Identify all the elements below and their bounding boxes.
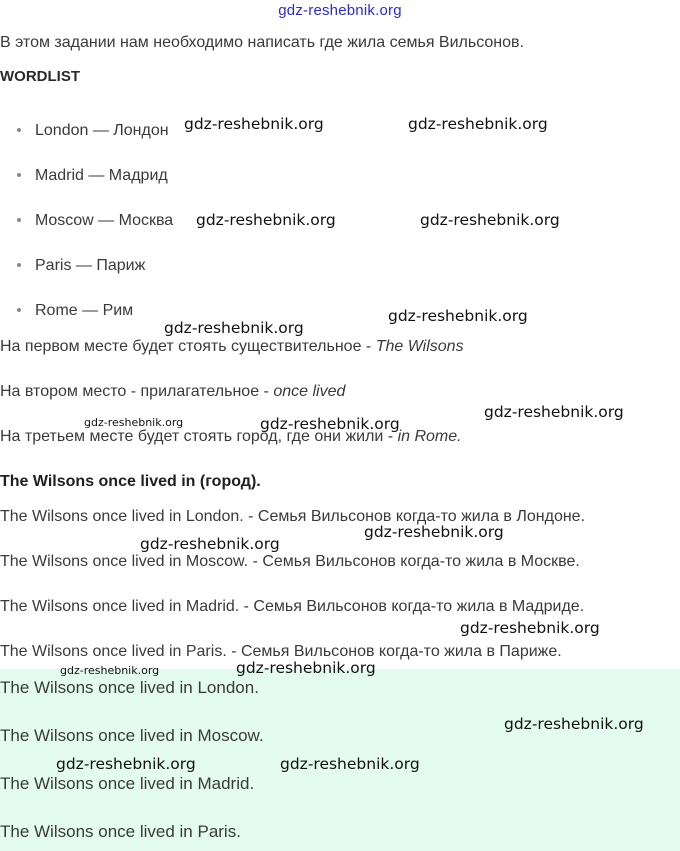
pattern-text: The Wilsons once lived in (город). bbox=[0, 473, 261, 490]
watermark: gdz-reshebnik.org bbox=[504, 715, 644, 733]
watermark: gdz-reshebnik.org bbox=[364, 523, 504, 541]
bullet-icon bbox=[17, 218, 21, 222]
example-line: The Wilsons once lived in Madrid. - Семья Вильсонов когда-то жила в Мадриде. bbox=[0, 598, 585, 615]
watermark: gdz-reshebnik.org bbox=[164, 319, 304, 337]
watermark: gdz-reshebnik.org bbox=[184, 115, 324, 133]
list-item: Paris — Париж bbox=[17, 257, 145, 275]
watermark: gdz-reshebnik.org bbox=[484, 403, 624, 421]
bullet-icon bbox=[17, 263, 21, 267]
answer-line: The Wilsons once lived in London. bbox=[0, 678, 259, 697]
wordlist-title: WORDLIST bbox=[0, 68, 80, 85]
watermark: gdz-reshebnik.org bbox=[460, 619, 600, 637]
watermark: gdz-reshebnik.org bbox=[140, 535, 280, 553]
header-watermark: gdz-reshebnik.org bbox=[278, 2, 402, 19]
bullet-icon bbox=[17, 128, 21, 132]
answer-line: The Wilsons once lived in Madrid. bbox=[0, 774, 255, 793]
watermark: gdz-reshebnik.org bbox=[60, 664, 160, 677]
list-item: Madrid — Мадрид bbox=[17, 167, 168, 185]
example-line: The Wilsons once lived in Moscow. - Семья Вильсонов когда-то жила в Москве. bbox=[0, 553, 580, 570]
explanation-line: На первом месте будет стоять существительное - The Wilsons bbox=[0, 338, 464, 355]
answer-line: The Wilsons once lived in Moscow. bbox=[0, 726, 264, 745]
watermark: gdz-reshebnik.org bbox=[56, 755, 196, 773]
watermark: gdz-reshebnik.org bbox=[260, 415, 400, 433]
watermark: gdz-reshebnik.org bbox=[388, 307, 528, 325]
answer-line: The Wilsons once lived in Paris. bbox=[0, 822, 241, 841]
example-line: The Wilsons once lived in London. - Семья Вильсонов когда-то жила в Лондоне. bbox=[0, 508, 586, 525]
watermark: gdz-reshebnik.org bbox=[196, 211, 336, 229]
explanation-line: На третьем месте будет стоять город, где они жили - in Rome. bbox=[0, 428, 462, 445]
example-line: The Wilsons once lived in Paris. - Семья Вильсонов когда-то жила в Париже. bbox=[0, 643, 562, 660]
watermark: gdz-reshebnik.org bbox=[408, 115, 548, 133]
watermark: gdz-reshebnik.org bbox=[84, 416, 184, 429]
bullet-icon bbox=[17, 308, 21, 312]
watermark: gdz-reshebnik.org bbox=[236, 659, 376, 677]
explanation-line: На втором место - прилагательное - once lived bbox=[0, 383, 346, 400]
list-item: Rome — Рим bbox=[17, 302, 133, 320]
intro-text: В этом задании нам необходимо написать где жила семья Вильсонов. bbox=[0, 34, 524, 51]
watermark: gdz-reshebnik.org bbox=[280, 755, 420, 773]
list-item: London — Лондон bbox=[17, 122, 169, 140]
watermark: gdz-reshebnik.org bbox=[420, 211, 560, 229]
list-item: Moscow — Москва bbox=[17, 212, 173, 230]
bullet-icon bbox=[17, 173, 21, 177]
